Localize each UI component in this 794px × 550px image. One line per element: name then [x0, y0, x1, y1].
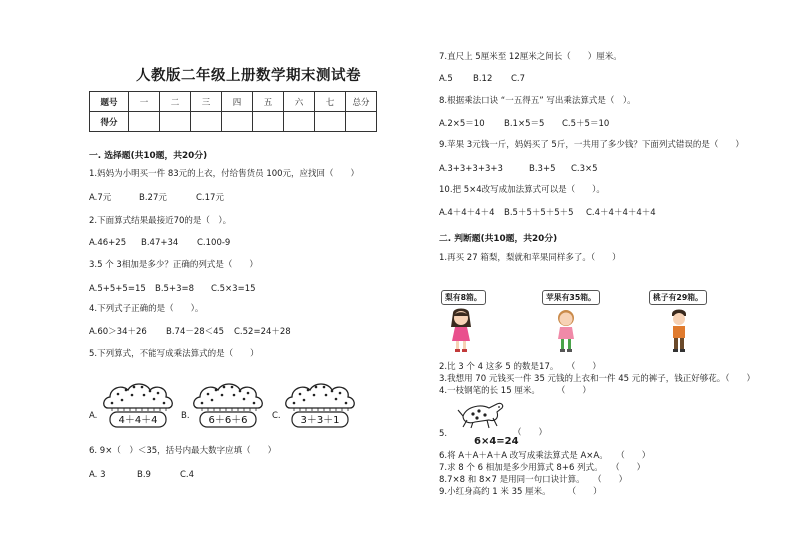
question-3-options — [89, 284, 256, 295]
score-header-cell: 六 — [284, 92, 315, 112]
option-a[interactable]: A.2×5＝10 — [439, 119, 485, 129]
cloud-shape-icon — [280, 378, 360, 430]
section1-heading: 一. 选择题(共10题，共20分) — [89, 151, 208, 161]
option-a[interactable]: A.60＞34＋26 — [89, 327, 147, 337]
score-input-cell[interactable] — [346, 112, 377, 132]
question-7-options — [439, 74, 525, 85]
score-header-cell: 一 — [129, 92, 160, 112]
question-6: 6. 9×（ ）＜35，括号内最大数字应填（ ） — [89, 446, 277, 456]
score-table — [89, 91, 377, 132]
option-a[interactable]: A.3+3+3+3+3 — [439, 164, 503, 174]
cloud-option-b[interactable] — [188, 378, 268, 434]
score-row-label: 得分 — [90, 112, 129, 132]
question-2: 2.下面算式结果最接近70的是（ ）。 — [89, 216, 232, 226]
option-c[interactable]: C.3×5 — [571, 164, 598, 174]
question-8-options — [439, 119, 609, 130]
judge-6: 6.将 A＋A＋A＋A 改写成乘法算式是 A×A。 （ ） — [439, 451, 651, 461]
dog-figure-icon — [457, 396, 507, 430]
judge-5-paren: （ ） — [513, 428, 548, 438]
score-input-cell[interactable] — [253, 112, 284, 132]
cloud-option-c[interactable] — [280, 378, 360, 434]
option-b[interactable]: B.9 — [137, 470, 151, 480]
cloud-shape-icon — [188, 378, 268, 430]
judge-8: 8.7×8 和 8×7 是用同一句口诀计算。 （ ） — [439, 475, 628, 485]
score-header-cell: 五 — [253, 92, 284, 112]
score-input-cell[interactable] — [284, 112, 315, 132]
score-header-cell: 三 — [191, 92, 222, 112]
option-c[interactable]: C.17元 — [196, 193, 224, 203]
score-input-cell[interactable] — [160, 112, 191, 132]
judge-5-formula: 6×4=24 — [474, 436, 519, 447]
option-b[interactable]: B.12 — [473, 74, 493, 84]
question-8: 8.根据乘法口诀 “一五得五” 写出乘法算式是（ ）。 — [439, 96, 636, 106]
option-b[interactable]: B.1×5＝5 — [504, 119, 545, 129]
option-c[interactable]: C.52=24＋28 — [234, 327, 291, 337]
option-a[interactable]: A. 3 — [89, 470, 106, 480]
option-c[interactable]: C.5＋5＝10 — [562, 119, 610, 129]
option-a[interactable]: A.7元 — [89, 193, 112, 203]
option-b[interactable]: B.47+34 — [141, 238, 179, 248]
question-10-options — [439, 208, 656, 219]
speech-bubble-apples: 苹果有35箱。 — [542, 290, 600, 305]
question-1-options — [89, 193, 224, 204]
option-c[interactable]: C.7 — [511, 74, 526, 84]
cloud-option-a[interactable] — [98, 378, 178, 434]
speech-bubble-peaches: 桃子有29箱。 — [649, 290, 707, 305]
girl-figure-icon — [447, 307, 475, 353]
option-a[interactable]: A.5+5+5=15 — [89, 284, 146, 294]
judge-9: 9.小红身高约 1 米 35 厘米。 （ ） — [439, 487, 602, 497]
question-7: 7.直尺上 5厘米至 12厘米之间长（ ）厘米。 — [439, 52, 622, 62]
score-input-cell[interactable] — [315, 112, 346, 132]
question-4: 4.下列式子正确的是（ ）。 — [89, 304, 204, 314]
page-title: 人教版二年级上册数学期末测试卷 — [136, 68, 361, 84]
question-5-option-a-label[interactable]: A. — [89, 411, 98, 421]
question-5-option-b-label[interactable]: B. — [181, 411, 190, 421]
question-9: 9.苹果 3元钱一斤，妈妈买了 5斤，一共用了多少钱？下面列式错误的是（ ） — [439, 140, 744, 150]
score-table-score-row — [90, 112, 377, 132]
question-4-options — [89, 327, 291, 338]
cloud-expression: 4＋4＋4 — [118, 415, 158, 426]
score-header-cell: 四 — [222, 92, 253, 112]
question-6-options — [89, 470, 194, 481]
speech-bubble-pears: 梨有8箱。 — [441, 290, 486, 305]
cloud-expression: 6＋6＋6 — [208, 415, 248, 426]
question-2-options — [89, 238, 230, 249]
question-9-options — [439, 164, 598, 175]
girl-pink-figure-icon — [553, 307, 579, 353]
score-input-cell[interactable] — [129, 112, 160, 132]
score-input-cell[interactable] — [222, 112, 253, 132]
option-b[interactable]: B.5+3=8 — [155, 284, 195, 294]
score-table-header-row — [90, 92, 377, 112]
option-c[interactable]: C.100-9 — [197, 238, 231, 248]
judge-3: 3.我想用 70 元钱买一件 35 元钱的上衣和一件 45 元的裤子，钱正好够花。（ ） — [439, 374, 756, 384]
judge-4: 4.一枝钢笔的长 15 厘米。 （ ） — [439, 386, 591, 396]
option-a[interactable]: A.5 — [439, 74, 453, 84]
option-b[interactable]: B.27元 — [139, 193, 167, 203]
question-3: 3.5 个 3相加是多少？正确的列式是（ ） — [89, 260, 258, 270]
option-b[interactable]: B.5＋5＋5＋5＋5 — [504, 208, 574, 218]
option-c[interactable]: C.5×3=15 — [211, 284, 256, 294]
score-input-cell[interactable] — [191, 112, 222, 132]
question-5: 5.下列算式，不能写成乘法算式的是（ ） — [89, 349, 259, 359]
question-1: 1.妈妈为小明买一件 83元的上衣，付给售货员 100元，应找回（ ） — [89, 169, 360, 179]
option-c[interactable]: C.4 — [180, 470, 195, 480]
boy-figure-icon — [666, 307, 692, 353]
judge-1: 1.再买 27 箱梨，梨就和苹果同样多了。（ ） — [439, 253, 621, 263]
option-c[interactable]: C.4＋4＋4＋4＋4 — [586, 208, 656, 218]
score-header-cell: 七 — [315, 92, 346, 112]
option-b[interactable]: B.74－28＜45 — [166, 327, 224, 337]
option-b[interactable]: B.3+5 — [529, 164, 556, 174]
question-10: 10.把 5×4改写成加法算式可以是（ ）。 — [439, 185, 605, 195]
judge-5-label: 5. — [439, 429, 448, 439]
section2-heading: 二. 判断题(共10题，共20分) — [439, 234, 558, 244]
cloud-shape-icon — [98, 378, 178, 430]
judge-2: 2.比 3 个 4 这多 5 的数是17。 （ ） — [439, 362, 601, 372]
score-header-cell: 题号 — [90, 92, 129, 112]
score-header-cell: 总分 — [346, 92, 377, 112]
judge-7: 7.求 8 个 6 相加是多少用算式 8+6 列式。 （ ） — [439, 463, 646, 473]
option-a[interactable]: A.46+25 — [89, 238, 127, 248]
option-a[interactable]: A.4＋4＋4＋4 — [439, 208, 495, 218]
score-header-cell: 二 — [160, 92, 191, 112]
cloud-expression: 3＋3＋1 — [300, 415, 340, 426]
question-5-option-c-label[interactable]: C. — [272, 411, 281, 421]
